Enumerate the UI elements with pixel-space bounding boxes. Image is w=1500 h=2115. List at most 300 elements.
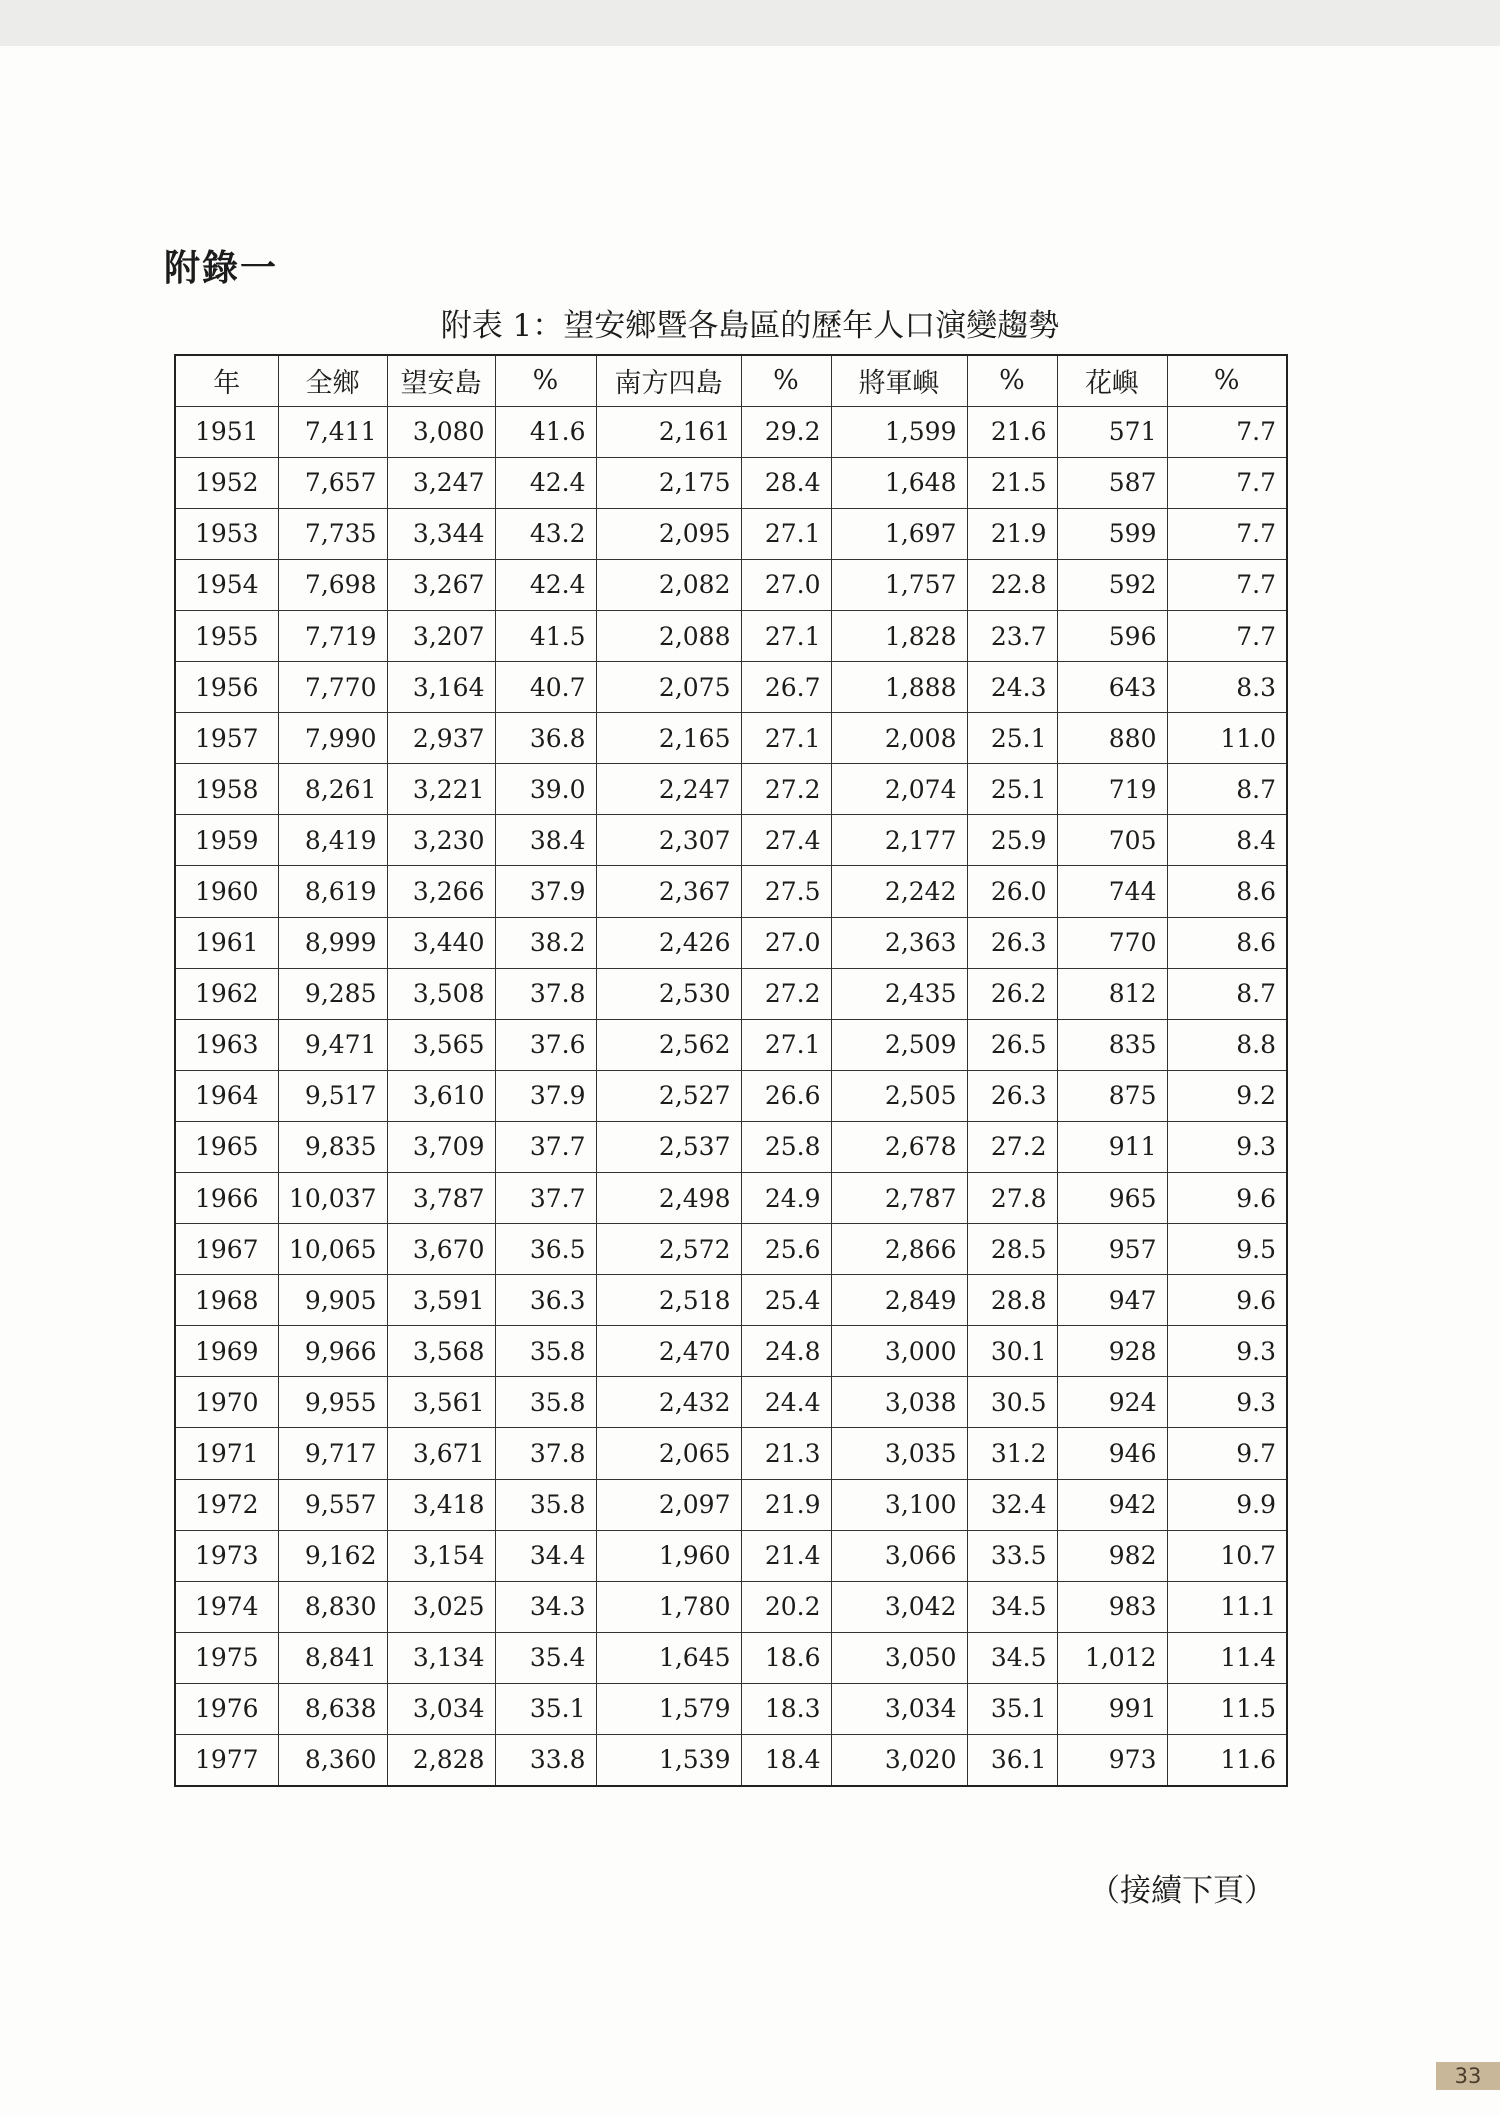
table-cell: 982 xyxy=(1057,1530,1167,1581)
table-cell: 7,735 xyxy=(278,508,387,559)
table-cell: 39.0 xyxy=(495,764,596,815)
table-cell: 2,937 xyxy=(387,713,495,764)
table-row xyxy=(175,1275,1287,1326)
table-cell: 28.4 xyxy=(741,457,831,508)
table-row xyxy=(175,662,1287,713)
table-cell: 37.7 xyxy=(495,1121,596,1172)
table-cell: 26.3 xyxy=(967,1070,1057,1121)
continued-note: （接續下頁） xyxy=(1089,1873,1275,1909)
year-cell: 1956 xyxy=(175,662,278,713)
table-cell: 3,221 xyxy=(387,764,495,815)
table-cell: 2,367 xyxy=(596,866,741,917)
table-cell: 7,698 xyxy=(278,559,387,610)
table-row xyxy=(175,559,1287,610)
table-cell: 9.7 xyxy=(1167,1428,1287,1479)
table-cell: 27.0 xyxy=(741,559,831,610)
table-cell: 3,034 xyxy=(831,1683,967,1734)
table-cell: 24.9 xyxy=(741,1173,831,1224)
table-cell: 35.1 xyxy=(495,1683,596,1734)
table-cell: 2,097 xyxy=(596,1479,741,1530)
table-row xyxy=(175,1326,1287,1377)
year-cell: 1976 xyxy=(175,1683,278,1734)
table-cell: 20.2 xyxy=(741,1581,831,1632)
table-cell: 34.3 xyxy=(495,1581,596,1632)
table-row xyxy=(175,713,1287,764)
table-body xyxy=(175,406,1287,1786)
table-cell: 38.2 xyxy=(495,917,596,968)
table-cell: 7,990 xyxy=(278,713,387,764)
table-cell: 1,960 xyxy=(596,1530,741,1581)
table-row xyxy=(175,917,1287,968)
table-cell: 744 xyxy=(1057,866,1167,917)
table-cell: 3,440 xyxy=(387,917,495,968)
year-cell: 1958 xyxy=(175,764,278,815)
table-cell: 965 xyxy=(1057,1173,1167,1224)
table-cell: 3,038 xyxy=(831,1377,967,1428)
table-caption: 附表 1：望安鄉暨各島區的歷年人口演變趨勢 xyxy=(440,308,1060,344)
table-cell: 8,830 xyxy=(278,1581,387,1632)
column-header: 望安島 xyxy=(387,355,495,406)
table-cell: 34.4 xyxy=(495,1530,596,1581)
table-row xyxy=(175,1530,1287,1581)
year-cell: 1974 xyxy=(175,1581,278,1632)
table-cell: 28.5 xyxy=(967,1224,1057,1275)
table-cell: 30.5 xyxy=(967,1377,1057,1428)
table-row xyxy=(175,1377,1287,1428)
column-header: 年 xyxy=(175,355,278,406)
year-cell: 1963 xyxy=(175,1019,278,1070)
table-cell: 2,828 xyxy=(387,1735,495,1786)
table-cell: 8,619 xyxy=(278,866,387,917)
table-cell: 8.4 xyxy=(1167,815,1287,866)
table-row xyxy=(175,1070,1287,1121)
year-cell: 1959 xyxy=(175,815,278,866)
table-cell: 946 xyxy=(1057,1428,1167,1479)
table-cell: 2,175 xyxy=(596,457,741,508)
table-cell: 27.1 xyxy=(741,1019,831,1070)
table-cell: 8,638 xyxy=(278,1683,387,1734)
table-cell: 599 xyxy=(1057,508,1167,559)
table-cell: 2,527 xyxy=(596,1070,741,1121)
table-cell: 11.1 xyxy=(1167,1581,1287,1632)
table-cell: 2,088 xyxy=(596,610,741,661)
table-cell: 37.9 xyxy=(495,866,596,917)
table-cell: 7,770 xyxy=(278,662,387,713)
table-cell: 1,579 xyxy=(596,1683,741,1734)
table-cell: 3,035 xyxy=(831,1428,967,1479)
table-cell: 27.1 xyxy=(741,610,831,661)
table-cell: 26.7 xyxy=(741,662,831,713)
year-cell: 1969 xyxy=(175,1326,278,1377)
table-cell: 36.3 xyxy=(495,1275,596,1326)
table-cell: 9,285 xyxy=(278,968,387,1019)
table-cell: 21.4 xyxy=(741,1530,831,1581)
table-cell: 9.2 xyxy=(1167,1070,1287,1121)
table-cell: 27.8 xyxy=(967,1173,1057,1224)
table-cell: 2,866 xyxy=(831,1224,967,1275)
table-cell: 9,966 xyxy=(278,1326,387,1377)
table-cell: 3,709 xyxy=(387,1121,495,1172)
table-cell: 42.4 xyxy=(495,559,596,610)
table-cell: 27.0 xyxy=(741,917,831,968)
year-cell: 1952 xyxy=(175,457,278,508)
year-cell: 1961 xyxy=(175,917,278,968)
year-cell: 1965 xyxy=(175,1121,278,1172)
table-cell: 1,648 xyxy=(831,457,967,508)
table-cell: 3,100 xyxy=(831,1479,967,1530)
table-cell: 42.4 xyxy=(495,457,596,508)
table-cell: 3,034 xyxy=(387,1683,495,1734)
table-cell: 8,261 xyxy=(278,764,387,815)
table-cell: 571 xyxy=(1057,406,1167,457)
table-cell: 973 xyxy=(1057,1735,1167,1786)
year-cell: 1975 xyxy=(175,1632,278,1683)
table-cell: 3,207 xyxy=(387,610,495,661)
table-cell: 27.2 xyxy=(741,968,831,1019)
table-cell: 22.8 xyxy=(967,559,1057,610)
table-cell: 24.8 xyxy=(741,1326,831,1377)
table-cell: 35.8 xyxy=(495,1326,596,1377)
table-cell: 34.5 xyxy=(967,1632,1057,1683)
table-cell: 8.7 xyxy=(1167,968,1287,1019)
table-cell: 37.7 xyxy=(495,1173,596,1224)
table-cell: 3,266 xyxy=(387,866,495,917)
table-cell: 2,242 xyxy=(831,866,967,917)
table-cell: 8,360 xyxy=(278,1735,387,1786)
table-cell: 7,719 xyxy=(278,610,387,661)
table-cell: 2,165 xyxy=(596,713,741,764)
table-cell: 35.1 xyxy=(967,1683,1057,1734)
table-cell: 9,835 xyxy=(278,1121,387,1172)
table-cell: 596 xyxy=(1057,610,1167,661)
table-cell: 991 xyxy=(1057,1683,1167,1734)
table-cell: 3,508 xyxy=(387,968,495,1019)
table-cell: 1,697 xyxy=(831,508,967,559)
year-cell: 1964 xyxy=(175,1070,278,1121)
table-cell: 8.6 xyxy=(1167,917,1287,968)
table-cell: 25.8 xyxy=(741,1121,831,1172)
column-header: 花嶼 xyxy=(1057,355,1167,406)
table-cell: 2,075 xyxy=(596,662,741,713)
table-cell: 9.9 xyxy=(1167,1479,1287,1530)
table-cell: 11.0 xyxy=(1167,713,1287,764)
year-cell: 1962 xyxy=(175,968,278,1019)
table-cell: 2,095 xyxy=(596,508,741,559)
table-cell: 37.8 xyxy=(495,1428,596,1479)
table-cell: 36.8 xyxy=(495,713,596,764)
table-cell: 875 xyxy=(1057,1070,1167,1121)
year-cell: 1954 xyxy=(175,559,278,610)
table-cell: 21.9 xyxy=(967,508,1057,559)
table-row xyxy=(175,1224,1287,1275)
table-cell: 35.8 xyxy=(495,1479,596,1530)
population-table xyxy=(174,354,1288,1787)
table-cell: 2,082 xyxy=(596,559,741,610)
table-cell: 942 xyxy=(1057,1479,1167,1530)
table-cell: 2,307 xyxy=(596,815,741,866)
table-cell: 10.7 xyxy=(1167,1530,1287,1581)
table-row xyxy=(175,1479,1287,1530)
table-cell: 1,599 xyxy=(831,406,967,457)
table-cell: 983 xyxy=(1057,1581,1167,1632)
table-cell: 3,267 xyxy=(387,559,495,610)
table-cell: 2,426 xyxy=(596,917,741,968)
table-cell: 36.5 xyxy=(495,1224,596,1275)
table-cell: 3,025 xyxy=(387,1581,495,1632)
year-cell: 1977 xyxy=(175,1735,278,1786)
table-cell: 7.7 xyxy=(1167,508,1287,559)
table-cell: 3,042 xyxy=(831,1581,967,1632)
table-row xyxy=(175,1581,1287,1632)
table-row xyxy=(175,610,1287,661)
table-cell: 3,080 xyxy=(387,406,495,457)
table-cell: 3,230 xyxy=(387,815,495,866)
table-cell: 27.2 xyxy=(967,1121,1057,1172)
table-cell: 11.6 xyxy=(1167,1735,1287,1786)
table-cell: 2,177 xyxy=(831,815,967,866)
year-cell: 1960 xyxy=(175,866,278,917)
table-cell: 10,037 xyxy=(278,1173,387,1224)
table-cell: 3,344 xyxy=(387,508,495,559)
table-cell: 25.1 xyxy=(967,764,1057,815)
year-cell: 1967 xyxy=(175,1224,278,1275)
table-cell: 1,828 xyxy=(831,610,967,661)
table-cell: 18.6 xyxy=(741,1632,831,1683)
table-cell: 7.7 xyxy=(1167,559,1287,610)
table-cell: 643 xyxy=(1057,662,1167,713)
table-cell: 1,780 xyxy=(596,1581,741,1632)
table-row xyxy=(175,1019,1287,1070)
column-header: 將軍嶼 xyxy=(831,355,967,406)
table-cell: 2,505 xyxy=(831,1070,967,1121)
table-row xyxy=(175,1173,1287,1224)
table-cell: 9.5 xyxy=(1167,1224,1287,1275)
table-cell: 24.3 xyxy=(967,662,1057,713)
year-cell: 1971 xyxy=(175,1428,278,1479)
year-cell: 1951 xyxy=(175,406,278,457)
year-cell: 1968 xyxy=(175,1275,278,1326)
column-header: 全鄉 xyxy=(278,355,387,406)
table-cell: 27.2 xyxy=(741,764,831,815)
table-cell: 2,363 xyxy=(831,917,967,968)
table-cell: 9,471 xyxy=(278,1019,387,1070)
table-cell: 3,418 xyxy=(387,1479,495,1530)
table-cell: 3,568 xyxy=(387,1326,495,1377)
table-cell: 25.4 xyxy=(741,1275,831,1326)
page-number: 33 xyxy=(1436,2062,1500,2090)
table-cell: 2,074 xyxy=(831,764,967,815)
table-cell: 8.6 xyxy=(1167,866,1287,917)
table-cell: 1,645 xyxy=(596,1632,741,1683)
table-cell: 2,435 xyxy=(831,968,967,1019)
table-cell: 3,154 xyxy=(387,1530,495,1581)
table-cell: 2,247 xyxy=(596,764,741,815)
table-cell: 26.5 xyxy=(967,1019,1057,1070)
table-cell: 10,065 xyxy=(278,1224,387,1275)
table-cell: 9,717 xyxy=(278,1428,387,1479)
table-cell: 2,432 xyxy=(596,1377,741,1428)
scan-top-strip xyxy=(0,0,1500,46)
table-cell: 21.9 xyxy=(741,1479,831,1530)
column-header: % xyxy=(1167,355,1287,406)
table-cell: 25.6 xyxy=(741,1224,831,1275)
table-cell: 9.6 xyxy=(1167,1275,1287,1326)
table-cell: 8.8 xyxy=(1167,1019,1287,1070)
table-cell: 924 xyxy=(1057,1377,1167,1428)
table-row xyxy=(175,866,1287,917)
table-cell: 18.3 xyxy=(741,1683,831,1734)
table-cell: 21.6 xyxy=(967,406,1057,457)
table-row xyxy=(175,457,1287,508)
table-cell: 7.7 xyxy=(1167,457,1287,508)
table-cell: 7.7 xyxy=(1167,406,1287,457)
table-cell: 11.4 xyxy=(1167,1632,1287,1683)
table-cell: 705 xyxy=(1057,815,1167,866)
table-cell: 2,008 xyxy=(831,713,967,764)
year-cell: 1955 xyxy=(175,610,278,661)
table-row xyxy=(175,815,1287,866)
column-header: 南方四島 xyxy=(596,355,741,406)
table-row xyxy=(175,1735,1287,1786)
table-cell: 2,509 xyxy=(831,1019,967,1070)
table-cell: 1,539 xyxy=(596,1735,741,1786)
table-cell: 9.6 xyxy=(1167,1173,1287,1224)
table-cell: 9,162 xyxy=(278,1530,387,1581)
table-cell: 812 xyxy=(1057,968,1167,1019)
year-cell: 1973 xyxy=(175,1530,278,1581)
table-cell: 37.6 xyxy=(495,1019,596,1070)
table-cell: 25.1 xyxy=(967,713,1057,764)
table-cell: 2,161 xyxy=(596,406,741,457)
table-cell: 37.8 xyxy=(495,968,596,1019)
table-cell: 27.1 xyxy=(741,713,831,764)
table-cell: 21.3 xyxy=(741,1428,831,1479)
table-cell: 8,999 xyxy=(278,917,387,968)
table-cell: 587 xyxy=(1057,457,1167,508)
table-cell: 9,557 xyxy=(278,1479,387,1530)
table-cell: 3,000 xyxy=(831,1326,967,1377)
table-cell: 2,562 xyxy=(596,1019,741,1070)
table-cell: 26.0 xyxy=(967,866,1057,917)
year-cell: 1972 xyxy=(175,1479,278,1530)
table-cell: 27.4 xyxy=(741,815,831,866)
table-cell: 7.7 xyxy=(1167,610,1287,661)
table-cell: 9.3 xyxy=(1167,1121,1287,1172)
table-cell: 11.5 xyxy=(1167,1683,1287,1734)
table-cell: 1,757 xyxy=(831,559,967,610)
year-cell: 1957 xyxy=(175,713,278,764)
table-cell: 3,020 xyxy=(831,1735,967,1786)
table-cell: 32.4 xyxy=(967,1479,1057,1530)
table-cell: 3,671 xyxy=(387,1428,495,1479)
table-cell: 3,670 xyxy=(387,1224,495,1275)
table-cell: 21.5 xyxy=(967,457,1057,508)
table-cell: 3,066 xyxy=(831,1530,967,1581)
table-cell: 31.2 xyxy=(967,1428,1057,1479)
table-cell: 8,419 xyxy=(278,815,387,866)
table-row xyxy=(175,406,1287,457)
table-row xyxy=(175,764,1287,815)
table-cell: 30.1 xyxy=(967,1326,1057,1377)
table-cell: 8,841 xyxy=(278,1632,387,1683)
table-cell: 2,530 xyxy=(596,968,741,1019)
table-cell: 41.5 xyxy=(495,610,596,661)
table-cell: 957 xyxy=(1057,1224,1167,1275)
column-header: % xyxy=(495,355,596,406)
table-cell: 9.3 xyxy=(1167,1377,1287,1428)
table-cell: 43.2 xyxy=(495,508,596,559)
table-row xyxy=(175,508,1287,559)
table-cell: 41.6 xyxy=(495,406,596,457)
table-cell: 2,787 xyxy=(831,1173,967,1224)
table-cell: 33.5 xyxy=(967,1530,1057,1581)
table-cell: 9,955 xyxy=(278,1377,387,1428)
year-cell: 1970 xyxy=(175,1377,278,1428)
table-cell: 9.3 xyxy=(1167,1326,1287,1377)
table-row xyxy=(175,1683,1287,1734)
table-cell: 3,787 xyxy=(387,1173,495,1224)
table-cell: 26.3 xyxy=(967,917,1057,968)
table-cell: 2,849 xyxy=(831,1275,967,1326)
table-cell: 18.4 xyxy=(741,1735,831,1786)
table-cell: 592 xyxy=(1057,559,1167,610)
table-cell: 911 xyxy=(1057,1121,1167,1172)
table-cell: 2,065 xyxy=(596,1428,741,1479)
table-cell: 40.7 xyxy=(495,662,596,713)
table-cell: 24.4 xyxy=(741,1377,831,1428)
table-cell: 33.8 xyxy=(495,1735,596,1786)
year-cell: 1966 xyxy=(175,1173,278,1224)
table-row xyxy=(175,1121,1287,1172)
table-cell: 3,247 xyxy=(387,457,495,508)
table-cell: 3,561 xyxy=(387,1377,495,1428)
table-cell: 23.7 xyxy=(967,610,1057,661)
table-cell: 9,517 xyxy=(278,1070,387,1121)
table-cell: 947 xyxy=(1057,1275,1167,1326)
table-cell: 2,678 xyxy=(831,1121,967,1172)
table-cell: 35.4 xyxy=(495,1632,596,1683)
column-header: % xyxy=(741,355,831,406)
table-cell: 27.5 xyxy=(741,866,831,917)
table-cell: 26.6 xyxy=(741,1070,831,1121)
table-cell: 7,411 xyxy=(278,406,387,457)
table-cell: 835 xyxy=(1057,1019,1167,1070)
table-cell: 37.9 xyxy=(495,1070,596,1121)
table-cell: 26.2 xyxy=(967,968,1057,1019)
table-cell: 36.1 xyxy=(967,1735,1057,1786)
table-cell: 2,572 xyxy=(596,1224,741,1275)
year-cell: 1953 xyxy=(175,508,278,559)
table-cell: 34.5 xyxy=(967,1581,1057,1632)
table-cell: 28.8 xyxy=(967,1275,1057,1326)
table-cell: 770 xyxy=(1057,917,1167,968)
table-cell: 3,050 xyxy=(831,1632,967,1683)
table-cell: 3,610 xyxy=(387,1070,495,1121)
table-cell: 880 xyxy=(1057,713,1167,764)
table-cell: 2,498 xyxy=(596,1173,741,1224)
table-cell: 3,591 xyxy=(387,1275,495,1326)
table-cell: 29.2 xyxy=(741,406,831,457)
table-cell: 7,657 xyxy=(278,457,387,508)
table-cell: 2,537 xyxy=(596,1121,741,1172)
column-header: % xyxy=(967,355,1057,406)
table-cell: 928 xyxy=(1057,1326,1167,1377)
table-cell: 35.8 xyxy=(495,1377,596,1428)
table-cell: 38.4 xyxy=(495,815,596,866)
table-cell: 1,888 xyxy=(831,662,967,713)
table-cell: 25.9 xyxy=(967,815,1057,866)
table-row xyxy=(175,1428,1287,1479)
